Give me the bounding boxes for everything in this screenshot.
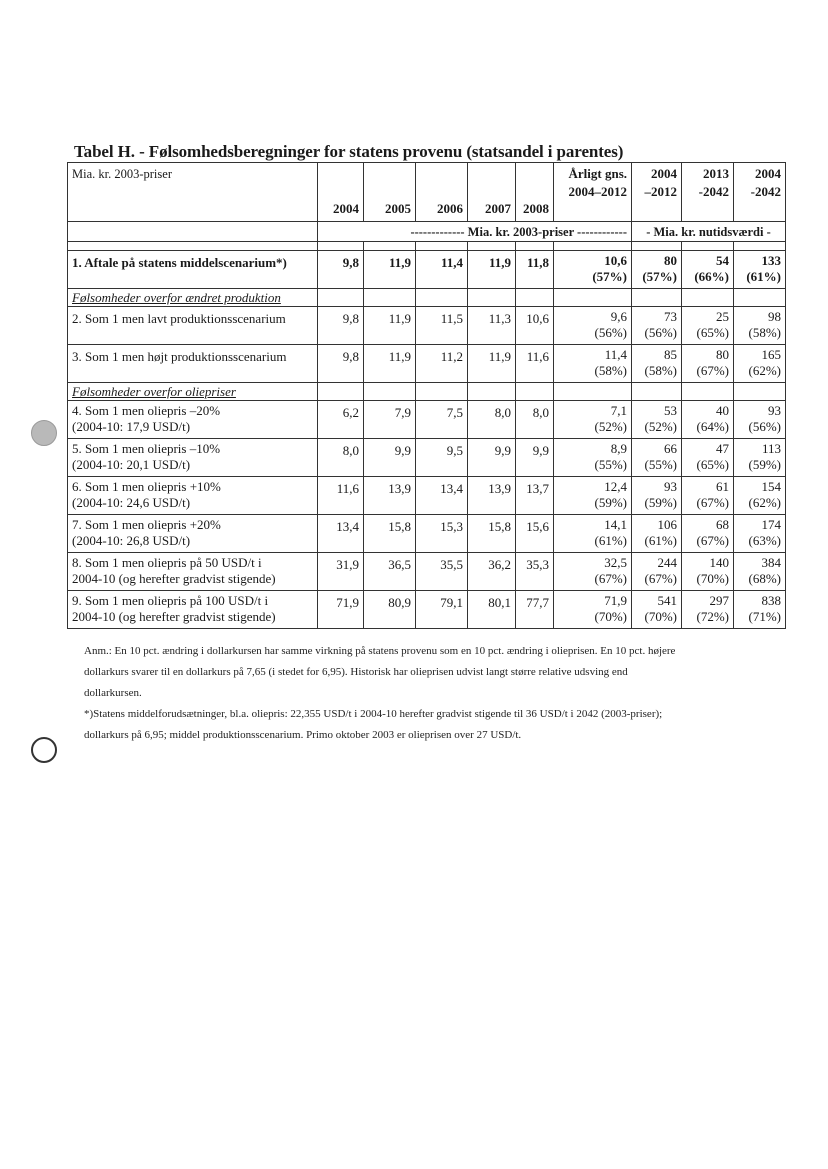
year-value: 13,9 (468, 477, 516, 515)
header-year: 2007 (468, 163, 516, 222)
empty-cell (416, 383, 468, 401)
row-label-line1: 2. Som 1 men lavt produktionsscenarium (72, 311, 286, 326)
unit-row (68, 222, 786, 242)
average-value: 71,9 (604, 593, 627, 608)
period-3-value: 154 (761, 479, 781, 494)
row-label-line2: (2004-10: 17,9 USD/t) (72, 419, 191, 434)
year-value: 36,2 (468, 553, 516, 591)
year-value: 9,5 (416, 439, 468, 477)
period-1-value: 244 (657, 555, 677, 570)
note-line: *)Statens middelforudsætninger, bl.a. oliepris: 22,355 USD/t i 2004-10 herefter gradvist stigende til 36 USD/t i 2042 (2003-priser); (84, 708, 663, 720)
period-1-cell (632, 591, 682, 629)
period-1-value: 80 (664, 253, 677, 268)
year-value: 9,8 (318, 345, 364, 383)
year-value: 11,6 (318, 477, 364, 515)
year-value: 77,7 (516, 591, 554, 629)
period-3-cell (734, 307, 786, 345)
empty-cell (364, 383, 416, 401)
average-cell (554, 401, 632, 439)
year-value: 11,2 (416, 345, 468, 383)
average-share: (70%) (594, 609, 627, 624)
average-cell (554, 477, 632, 515)
header-corner: Mia. kr. 2003-priser (68, 163, 318, 222)
period-3-share: (63%) (748, 533, 781, 548)
period-2-cell (682, 515, 734, 553)
period-3-share: (62%) (748, 495, 781, 510)
period-2-value: 54 (716, 253, 729, 268)
period-2-share: (64%) (696, 419, 729, 434)
note-line: Anm.: En 10 pct. ændring i dollarkursen har samme virkning på statens provenu som en 10 pct. ændring i olieprisen. En 10 pct. højere (84, 645, 676, 657)
period-3-share: (62%) (748, 363, 781, 378)
header-year: 2008 (516, 163, 554, 222)
row-label-line2: (2004-10: 20,1 USD/t) (72, 457, 191, 472)
empty-cell (632, 289, 682, 307)
row-label-line2: (2004-10: 24,6 USD/t) (72, 495, 191, 510)
row-label (68, 251, 318, 289)
row-label (68, 553, 318, 591)
row-label-line1: 7. Som 1 men oliepris +20% (72, 517, 221, 532)
period-3-value: 838 (761, 593, 781, 608)
period-2-cell (682, 477, 734, 515)
period-3-cell (734, 553, 786, 591)
period-1-value: 66 (664, 441, 677, 456)
period-2-share: (65%) (696, 457, 729, 472)
empty-cell (554, 383, 632, 401)
period-1-value: 106 (657, 517, 677, 532)
period-1-cell (632, 439, 682, 477)
period-3-share: (71%) (748, 609, 781, 624)
average-share: (61%) (594, 533, 627, 548)
period-1-share: (55%) (644, 457, 677, 472)
period-3-value: 165 (761, 347, 781, 362)
period-1-value: 53 (664, 403, 677, 418)
year-value: 8,0 (516, 401, 554, 439)
table-title: Tabel H. - Følsomhedsberegninger for statens provenu (statsandel i parentes) (74, 142, 624, 161)
year-value: 13,9 (364, 477, 416, 515)
year-value: 9,9 (364, 439, 416, 477)
header-average (554, 163, 632, 222)
period-2-cell (682, 591, 734, 629)
section-row (68, 383, 786, 401)
year-value: 7,5 (416, 401, 468, 439)
row-label (68, 401, 318, 439)
average-share: (57%) (592, 269, 627, 284)
period-1-value: 73 (664, 309, 677, 324)
period-3-value: 98 (768, 309, 781, 324)
period-1-cell (632, 401, 682, 439)
period-1-cell (632, 553, 682, 591)
period-2-value: 47 (716, 441, 729, 456)
year-value: 35,5 (416, 553, 468, 591)
period-2-share: (67%) (696, 495, 729, 510)
period-3-value: 384 (761, 555, 781, 570)
year-value: 11,9 (468, 345, 516, 383)
header-average-line2: 2004–2012 (568, 184, 627, 199)
empty-cell (364, 289, 416, 307)
empty-cell (318, 383, 364, 401)
header-year: 2005 (364, 163, 416, 222)
period-2-cell (682, 439, 734, 477)
empty-cell (734, 383, 786, 401)
average-cell (554, 307, 632, 345)
period-3-value: 93 (768, 403, 781, 418)
year-value: 11,9 (364, 345, 416, 383)
year-value: 9,8 (318, 307, 364, 345)
average-cell (554, 515, 632, 553)
average-cell (554, 345, 632, 383)
row-label (68, 439, 318, 477)
year-value: 35,3 (516, 553, 554, 591)
row-label-line1: 8. Som 1 men oliepris på 50 USD/t i (72, 555, 262, 570)
year-value: 79,1 (416, 591, 468, 629)
average-value: 11,4 (604, 347, 627, 362)
table-row (68, 439, 786, 477)
header-period-3-line1: 2004 (755, 166, 781, 181)
period-1-share: (56%) (644, 325, 677, 340)
period-1-cell (632, 345, 682, 383)
period-3-cell (734, 401, 786, 439)
year-value: 11,9 (468, 251, 516, 289)
year-value: 7,9 (364, 401, 416, 439)
average-value: 32,5 (604, 555, 627, 570)
year-value: 11,5 (416, 307, 468, 345)
table-row (68, 591, 786, 629)
empty-cell (554, 289, 632, 307)
year-value: 80,1 (468, 591, 516, 629)
period-3-cell (734, 439, 786, 477)
period-1-cell (632, 251, 682, 289)
year-value: 11,9 (364, 251, 416, 289)
average-value: 10,6 (604, 253, 627, 268)
row-label (68, 477, 318, 515)
row-label-line2: 2004-10 (og herefter gradvist stigende) (72, 609, 276, 624)
section-row (68, 289, 786, 307)
header-period-3 (734, 163, 786, 222)
period-2-cell (682, 307, 734, 345)
table-row (68, 345, 786, 383)
year-value: 8,0 (468, 401, 516, 439)
average-cell (554, 591, 632, 629)
year-value: 15,8 (364, 515, 416, 553)
row-label-line1: 1. Aftale på statens middelscenarium*) (72, 255, 287, 270)
empty-cell (468, 289, 516, 307)
table-row (68, 307, 786, 345)
note-line: dollarkurs svarer til en dollarkurs på 7,65 (i stedet for 6,95). Historisk har olieprisen udvist langt større relative udsving end (84, 666, 628, 678)
header-period-2 (682, 163, 734, 222)
row-label (68, 515, 318, 553)
table-row (68, 553, 786, 591)
period-1-share: (59%) (644, 495, 677, 510)
period-3-value: 133 (761, 253, 781, 268)
header-year: 2006 (416, 163, 468, 222)
year-value: 13,7 (516, 477, 554, 515)
period-2-cell (682, 345, 734, 383)
row-label-line2: (2004-10: 26,8 USD/t) (72, 533, 191, 548)
year-value: 31,9 (318, 553, 364, 591)
period-3-share: (68%) (748, 571, 781, 586)
period-3-cell (734, 251, 786, 289)
year-value: 11,6 (516, 345, 554, 383)
period-2-value: 68 (716, 517, 729, 532)
year-value: 36,5 (364, 553, 416, 591)
section-label: Følsomheder overfor ændret produktion (68, 289, 318, 307)
year-value: 6,2 (318, 401, 364, 439)
year-value: 11,3 (468, 307, 516, 345)
year-value: 11,8 (516, 251, 554, 289)
unit-blank (68, 222, 318, 242)
average-share: (59%) (594, 495, 627, 510)
empty-cell (632, 383, 682, 401)
header-period-1-line1: 2004 (651, 166, 677, 181)
punch-hole-mark (31, 420, 57, 446)
average-share: (58%) (594, 363, 627, 378)
table-row (68, 251, 786, 289)
empty-cell (682, 289, 734, 307)
period-1-value: 85 (664, 347, 677, 362)
table-row (68, 477, 786, 515)
empty-cell (516, 383, 554, 401)
year-value: 8,0 (318, 439, 364, 477)
header-period-1 (632, 163, 682, 222)
year-value: 80,9 (364, 591, 416, 629)
year-value: 11,4 (416, 251, 468, 289)
empty-cell (318, 289, 364, 307)
header-year: 2004 (318, 163, 364, 222)
empty-cell (516, 289, 554, 307)
average-share: (67%) (594, 571, 627, 586)
unit-left: ------------- Mia. kr. 2003-priser ------------ (318, 222, 632, 242)
period-1-share: (67%) (644, 571, 677, 586)
note-line: dollarkursen. (84, 687, 142, 699)
period-1-share: (61%) (644, 533, 677, 548)
sensitivity-table (67, 162, 786, 629)
year-value: 11,9 (364, 307, 416, 345)
year-value: 13,4 (318, 515, 364, 553)
period-3-share: (59%) (748, 457, 781, 472)
year-value: 71,9 (318, 591, 364, 629)
period-1-value: 541 (657, 593, 677, 608)
average-cell (554, 251, 632, 289)
period-1-value: 93 (664, 479, 677, 494)
row-label-line1: 6. Som 1 men oliepris +10% (72, 479, 221, 494)
period-2-value: 61 (716, 479, 729, 494)
header-average-line1: Årligt gns. (568, 166, 627, 181)
unit-right: - Mia. kr. nutidsværdi - (632, 222, 786, 242)
period-1-share: (70%) (644, 609, 677, 624)
header-period-2-line2: -2042 (698, 184, 729, 199)
period-2-value: 297 (709, 593, 729, 608)
header-period-3-line2: -2042 (750, 184, 781, 199)
average-cell (554, 439, 632, 477)
period-3-cell (734, 477, 786, 515)
period-2-share: (66%) (694, 269, 729, 284)
period-1-cell (632, 515, 682, 553)
average-value: 12,4 (604, 479, 627, 494)
period-2-cell (682, 401, 734, 439)
row-label (68, 591, 318, 629)
row-label-line1: 5. Som 1 men oliepris –10% (72, 441, 221, 456)
year-value: 9,8 (318, 251, 364, 289)
period-1-share: (58%) (644, 363, 677, 378)
period-3-value: 174 (761, 517, 781, 532)
period-3-value: 113 (761, 441, 781, 456)
period-3-share: (61%) (746, 269, 781, 284)
year-value: 15,8 (468, 515, 516, 553)
header-row (68, 163, 786, 222)
table-row (68, 515, 786, 553)
average-share: (52%) (594, 419, 627, 434)
period-3-cell (734, 515, 786, 553)
period-2-share: (67%) (696, 533, 729, 548)
period-3-share: (58%) (748, 325, 781, 340)
period-3-cell (734, 591, 786, 629)
empty-cell (734, 289, 786, 307)
table-notes (84, 641, 784, 746)
year-value: 13,4 (416, 477, 468, 515)
row-label-line1: 9. Som 1 men oliepris på 100 USD/t i (72, 593, 269, 608)
section-label: Følsomheder overfor oliepriser (68, 383, 318, 401)
period-2-share: (70%) (696, 571, 729, 586)
period-1-share: (57%) (642, 269, 677, 284)
row-label-line1: 4. Som 1 men oliepris –20% (72, 403, 221, 418)
period-3-cell (734, 345, 786, 383)
year-value: 15,6 (516, 515, 554, 553)
empty-cell (416, 289, 468, 307)
period-2-value: 80 (716, 347, 729, 362)
row-label (68, 307, 318, 345)
header-period-2-line1: 2013 (703, 166, 729, 181)
year-value: 9,9 (516, 439, 554, 477)
average-value: 8,9 (610, 441, 627, 456)
period-1-cell (632, 477, 682, 515)
period-2-cell (682, 251, 734, 289)
average-share: (55%) (594, 457, 627, 472)
empty-cell (682, 383, 734, 401)
period-1-cell (632, 307, 682, 345)
spacer-row (68, 242, 786, 251)
average-cell (554, 553, 632, 591)
period-2-share: (67%) (696, 363, 729, 378)
header-period-1-line2: –2012 (644, 184, 677, 199)
note-line: dollarkurs på 6,95; middel produktionsscenarium. Primo oktober 2003 er olieprisen over 27 USD/t. (84, 729, 522, 741)
table-row (68, 401, 786, 439)
row-label-line1: 3. Som 1 men højt produktionsscenarium (72, 349, 287, 364)
punch-hole-ring (31, 737, 57, 763)
period-2-share: (72%) (696, 609, 729, 624)
period-3-share: (56%) (748, 419, 781, 434)
period-1-share: (52%) (644, 419, 677, 434)
average-share: (56%) (594, 325, 627, 340)
period-2-value: 40 (716, 403, 729, 418)
row-label-line2: 2004-10 (og herefter gradvist stigende) (72, 571, 276, 586)
period-2-cell (682, 553, 734, 591)
average-value: 9,6 (610, 309, 627, 324)
average-value: 7,1 (610, 403, 627, 418)
empty-cell (468, 383, 516, 401)
period-2-share: (65%) (696, 325, 729, 340)
year-value: 9,9 (468, 439, 516, 477)
year-value: 10,6 (516, 307, 554, 345)
year-value: 15,3 (416, 515, 468, 553)
average-value: 14,1 (604, 517, 627, 532)
row-label (68, 345, 318, 383)
period-2-value: 140 (709, 555, 729, 570)
period-2-value: 25 (716, 309, 729, 324)
